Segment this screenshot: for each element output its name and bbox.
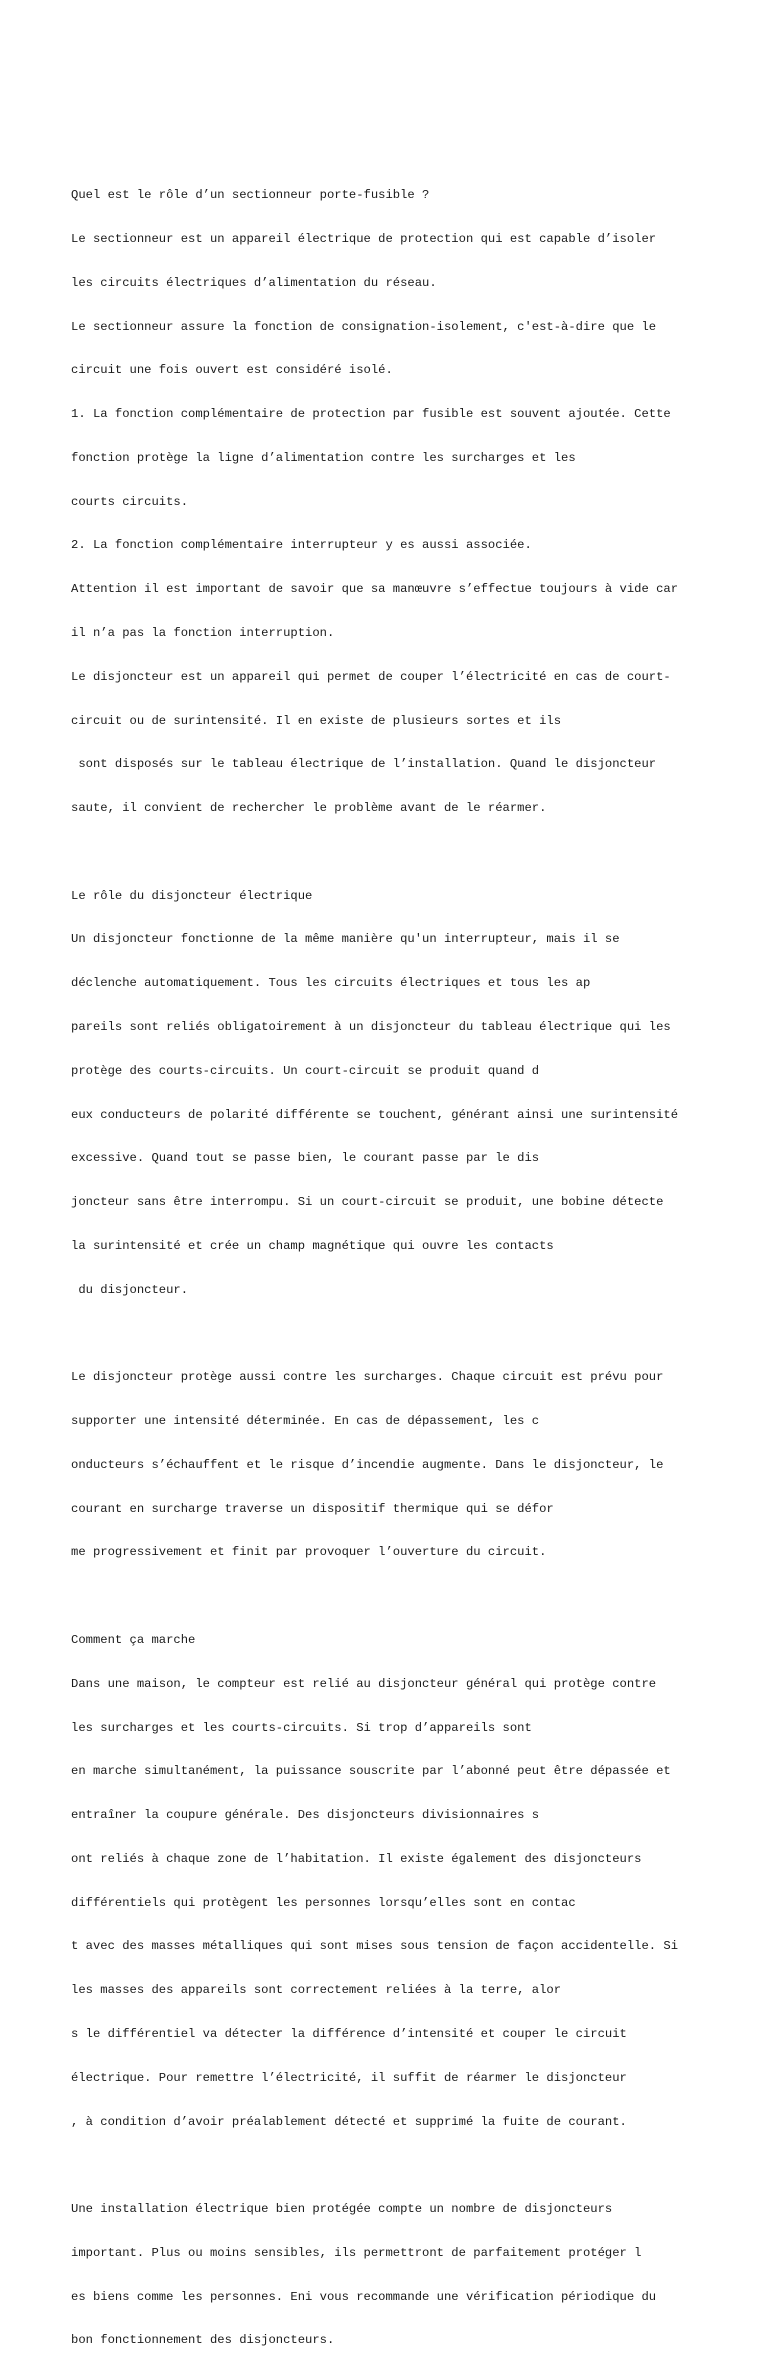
- blank-line: [71, 1327, 711, 1342]
- document-line: pareils sont reliés obligatoirement à un disjoncteur du tableau électrique qui les: [71, 1020, 671, 1035]
- document-line: circuit ou de surintensité. Il en existe de plusieurs sortes et ils: [71, 713, 562, 728]
- document-line: bon fonctionnement des disjoncteurs.: [71, 2333, 335, 2348]
- document-line: ont reliés à chaque zone de l’habitation. Il existe également des disjoncteurs: [71, 1851, 642, 1866]
- document-line: les masses des appareils sont correctement reliées à la terre, alor: [71, 1983, 562, 1998]
- document-line: supporter une intensité déterminée. En cas de dépassement, les c: [71, 1414, 540, 1429]
- blank-line: [71, 2158, 711, 2173]
- document-line: Attention il est important de savoir que sa manœuvre s’effectue toujours à vide car: [71, 582, 679, 597]
- document-line: différentiels qui protègent les personnes lorsqu’elles sont en contac: [71, 1895, 576, 1910]
- document-line: fonction protège la ligne d’alimentation contre les surcharges et les: [71, 450, 576, 465]
- section-heading: Comment ça marche: [71, 1632, 196, 1647]
- document-line: s le différentiel va détecter la différence d’intensité et couper le circuit: [71, 2027, 627, 2041]
- document-line: les surcharges et les courts-circuits. Si trop d’appareils sont: [71, 1720, 532, 1735]
- document-line: joncteur sans être interrompu. Si un court-circuit se produit, une bobine détecte: [71, 1195, 664, 1210]
- document-line: Dans une maison, le compteur est relié au disjoncteur général qui protège contre: [71, 1676, 657, 1691]
- document-line: Une installation électrique bien protégée compte un nombre de disjoncteurs: [71, 2202, 613, 2217]
- document-line: circuit une fois ouvert est considéré isolé.: [71, 363, 393, 378]
- document-line: Le disjoncteur protège aussi contre les surcharges. Chaque circuit est prévu pour: [71, 1370, 664, 1385]
- document-line: Le sectionneur assure la fonction de consignation-isolement, c'est-à-dire que le: [71, 319, 657, 334]
- document-line: sont disposés sur le tableau électrique de l’installation. Quand le disjoncteur: [71, 757, 657, 772]
- document-line: , à condition d’avoir préalablement détecté et supprimé la fuite de courant.: [71, 2114, 627, 2129]
- document-line: es biens comme les personnes. Eni vous recommande une vérification périodique du: [71, 2289, 657, 2304]
- section-heading: Le rôle du disjoncteur électrique: [71, 888, 313, 903]
- document-line: les circuits électriques d’alimentation du réseau.: [71, 275, 437, 290]
- document-line: saute, il convient de rechercher le problème avant de le réarmer.: [71, 801, 547, 816]
- document-line: courts circuits.: [71, 494, 189, 509]
- document-line: courant en surcharge traverse un dispositif thermique qui se défor: [71, 1501, 554, 1516]
- document-line: protège des courts-circuits. Un court-circuit se produit quand d: [71, 1063, 540, 1078]
- document-line: Le disjoncteur est un appareil qui permet de couper l’électricité en cas de court-: [71, 669, 671, 684]
- document-line: Le sectionneur est un appareil électrique de protection qui est capable d’isoler: [71, 231, 657, 246]
- document-body: [71, 159, 711, 2363]
- document-line: me progressivement et finit par provoquer l’ouverture du circuit.: [71, 1545, 547, 1560]
- document-line: en marche simultanément, la puissance souscrite par l’abonné peut être dépassée et: [71, 1764, 671, 1779]
- document-line: 2. La fonction complémentaire interrupteur y es aussi associée.: [71, 538, 532, 553]
- document-line: Quel est le rôle d’un sectionneur porte-fusible ?: [71, 188, 430, 203]
- document-line: Un disjoncteur fonctionne de la même manière qu'un interrupteur, mais il se: [71, 932, 620, 947]
- document-line: excessive. Quand tout se passe bien, le courant passe par le dis: [71, 1151, 540, 1166]
- document-line: électrique. Pour remettre l’électricité, il suffit de réarmer le disjoncteur: [71, 2070, 627, 2085]
- document-line: entraîner la coupure générale. Des disjoncteurs divisionnaires s: [71, 1808, 540, 1823]
- document-line: eux conducteurs de polarité différente se touchent, générant ainsi une surintensité: [71, 1107, 679, 1122]
- document-line: du disjoncteur.: [71, 1282, 189, 1297]
- document-line: déclenche automatiquement. Tous les circuits électriques et tous les ap: [71, 976, 591, 991]
- blank-line: [71, 845, 711, 860]
- document-line: 1. La fonction complémentaire de protection par fusible est souvent ajoutée. Cette: [71, 407, 671, 422]
- document-line: la surintensité et crée un champ magnétique qui ouvre les contacts: [71, 1238, 554, 1253]
- document-line: onducteurs s’échauffent et le risque d’incendie augmente. Dans le disjoncteur, le: [71, 1457, 664, 1472]
- document-line: important. Plus ou moins sensibles, ils permettront de parfaitement protéger l: [71, 2245, 642, 2260]
- document-line: t avec des masses métalliques qui sont mises sous tension de façon accidentelle. Si: [71, 1939, 679, 1954]
- blank-line: [71, 1589, 711, 1604]
- document-line: il n’a pas la fonction interruption.: [71, 626, 335, 640]
